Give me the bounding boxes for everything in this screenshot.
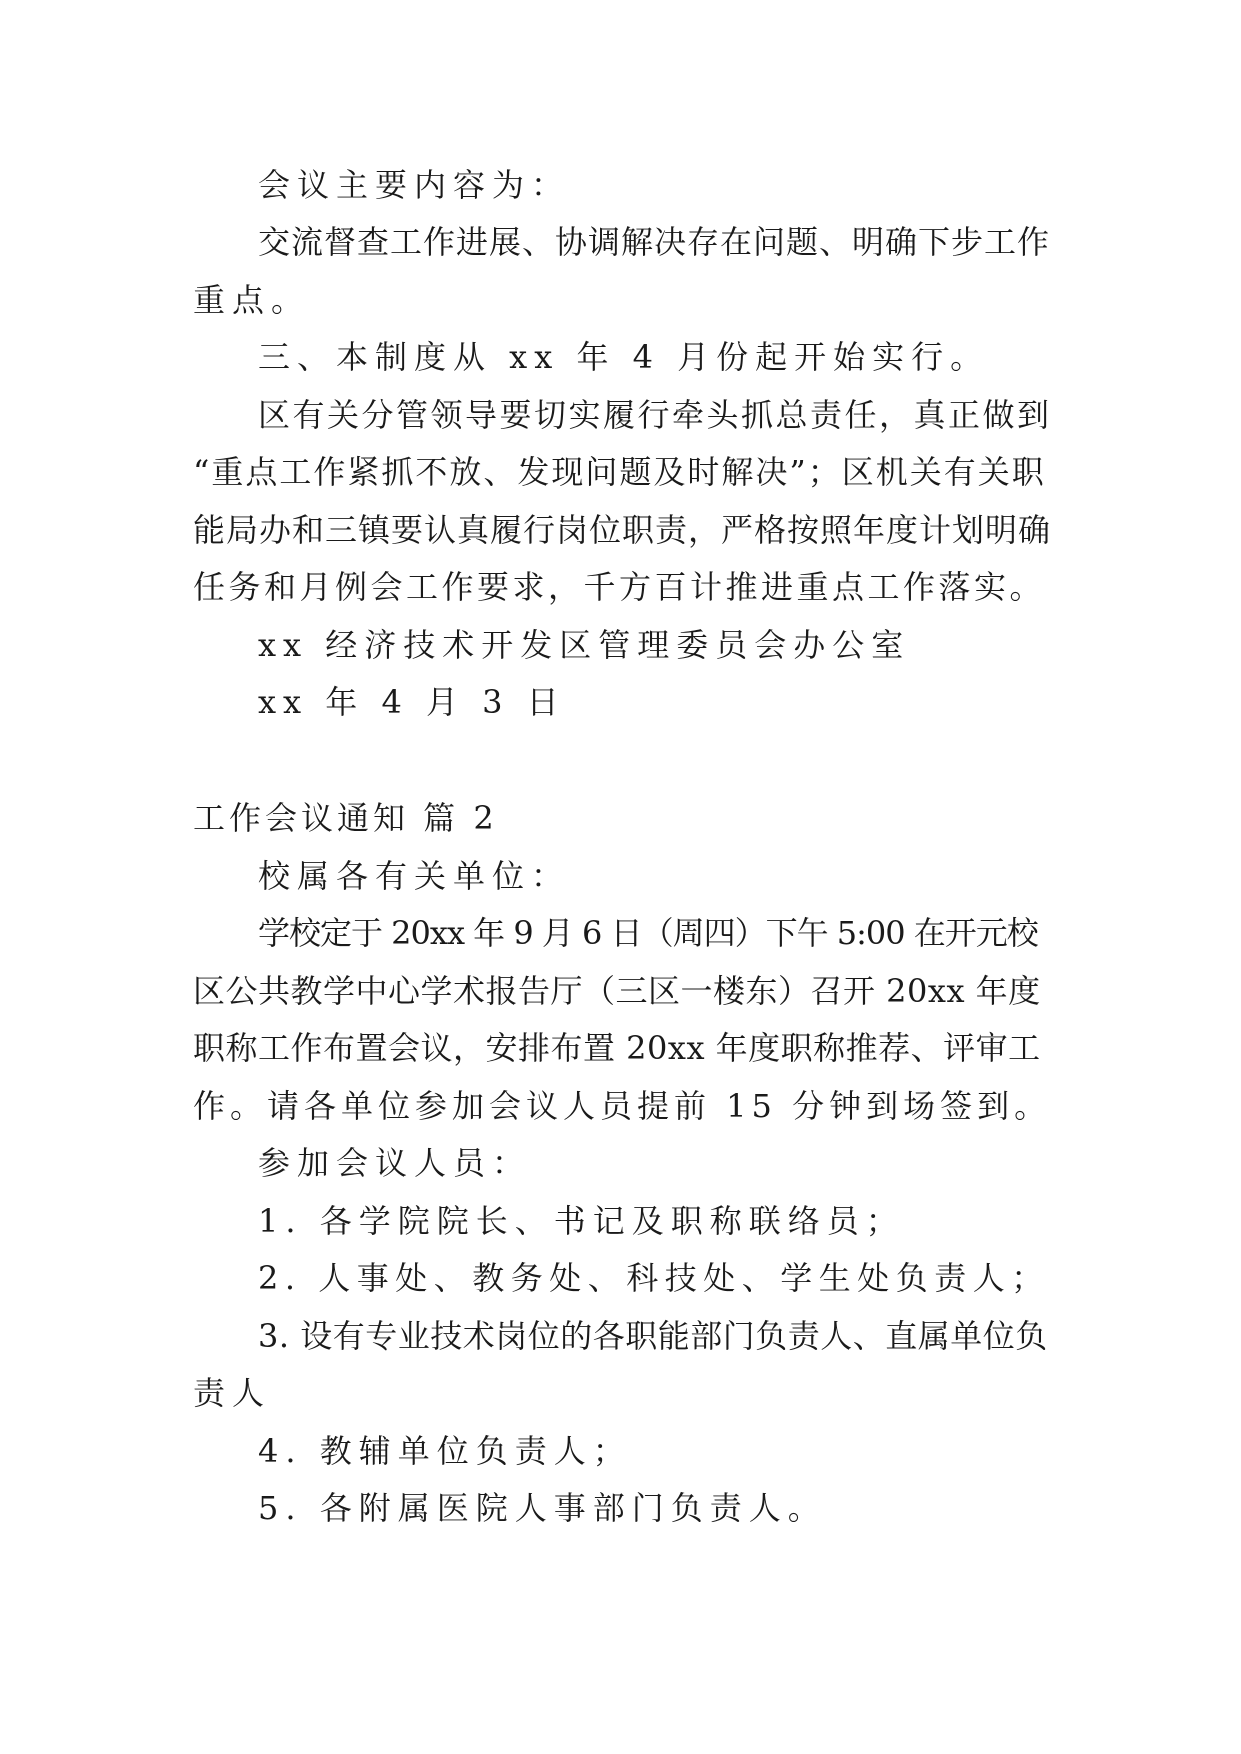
paragraph-line: 会议主要内容为： <box>258 166 571 204</box>
list-item: 1. 各学院院长、书记及职称联络员； <box>258 1202 905 1240</box>
paragraph-line: 三、本制度从 xx 年 4 月份起开始实行。 <box>258 338 990 376</box>
paragraph-line: 任务和月例会工作要求，千方百计推进重点工作落实。 <box>193 568 1046 606</box>
paragraph-line: 职称工作布置会议，安排布置 20xx 年度职称推荐、评审工 <box>193 1029 1041 1067</box>
section-heading: 工作会议通知 篇 2 <box>193 799 498 837</box>
paragraph-line: 学校定于 20xx 年 9 月 6 日（周四）下午 5:00 在开元校 <box>258 914 1038 952</box>
paragraph-line: 重点。 <box>193 281 311 319</box>
list-item: 3. 设有专业技术岗位的各职能部门负责人、直属单位负 <box>258 1317 1048 1355</box>
list-item: 4. 教辅单位负责人； <box>258 1432 632 1470</box>
salutation-line: 校属各有关单位： <box>258 857 571 895</box>
list-item: 2. 人事处、教务处、科技处、学生处负责人； <box>258 1259 1050 1297</box>
paragraph-line: 区公共教学中心学术报告厅（三区一楼东）召开 20xx 年度 <box>193 972 1041 1010</box>
paragraph-line: 交流督查工作进展、协调解决存在问题、明确下步工作 <box>258 223 1051 261</box>
signature-line: xx 经济技术开发区管理委员会办公室 <box>258 626 911 664</box>
list-item-continuation: 责人 <box>193 1374 272 1412</box>
date-line: xx 年 4 月 3 日 <box>258 683 566 721</box>
paragraph-line: 参加会议人员： <box>258 1144 532 1182</box>
list-item: 5. 各附属医院人事部门负责人。 <box>258 1489 827 1527</box>
paragraph-line: “重点工作紧抓不放、发现问题及时解决”；区机关有关职 <box>193 453 1046 491</box>
paragraph-line: 能局办和三镇要认真履行岗位职责，严格按照年度计划明确 <box>193 511 1052 549</box>
paragraph-line: 区有关分管领导要切实履行牵头抓总责任，真正做到 <box>258 396 1052 434</box>
paragraph-line: 作。请各单位参加会议人员提前 15 分钟到场签到。 <box>193 1087 1052 1125</box>
